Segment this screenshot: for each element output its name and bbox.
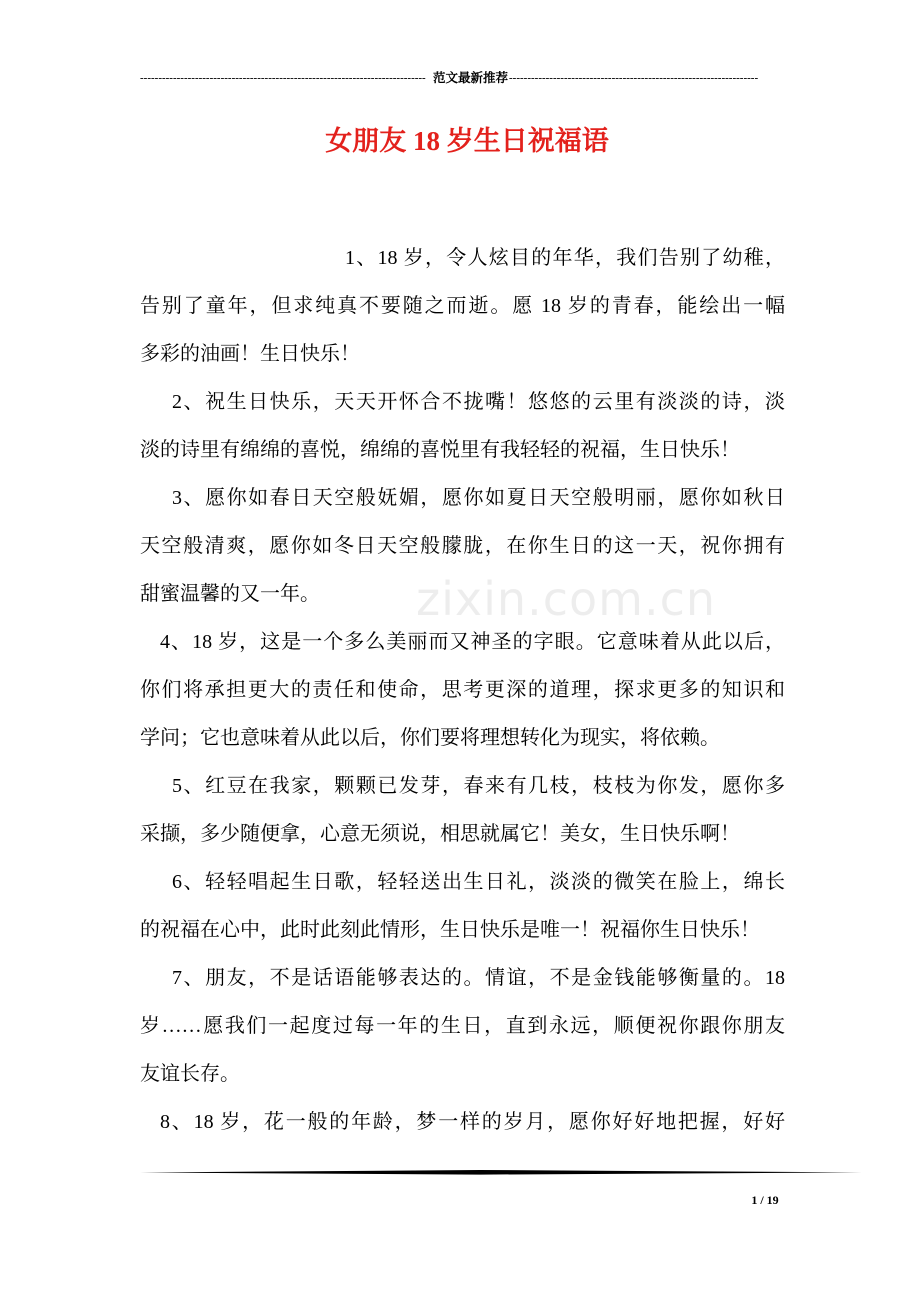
header-label: 范文最新推荐: [433, 71, 509, 85]
header-right-rule: --------------------------------------------------------------------: [509, 72, 759, 84]
paragraph-1: [140, 234, 785, 378]
document-title: 女朋友 18 岁生日祝福语: [325, 126, 609, 156]
paragraph-line: 4、18 岁，这是一个多么美丽而又神圣的字眼。它意味着从此以后，: [160, 631, 785, 653]
paragraph-line: 6、轻轻唱起生日歌，轻轻送出生日礼，淡淡的微笑在脸上，绵长: [172, 871, 785, 893]
paragraph-line: 告别了童年，但求纯真不要随之而逝。愿 18 岁的青春，能绘出一幅: [140, 295, 785, 317]
paragraph-line: 2、祝生日快乐，天天开怀合不拢嘴！悠悠的云里有淡淡的诗，淡: [172, 391, 785, 413]
paragraph-line: 天空般清爽，愿你如冬日天空般朦胧，在你生日的这一天，祝你拥有: [140, 535, 785, 557]
paragraph-line: 淡的诗里有绵绵的喜悦，绵绵的喜悦里有我轻轻的祝福，生日快乐！: [140, 439, 740, 461]
paragraph-4: [140, 618, 785, 762]
paragraph-line: 多彩的油画！生日快乐！: [140, 343, 360, 365]
paragraph-6: [140, 858, 785, 954]
page-header: [140, 70, 770, 86]
page-number: 1 / 19: [751, 1193, 779, 1207]
footer-rule: [0, 1164, 920, 1180]
paragraph-line: 8、18 岁，花一般的年龄，梦一样的岁月，愿你好好地把握，好好: [160, 1111, 785, 1133]
paragraph-8: [140, 1098, 785, 1146]
paragraph-line: 岁……愿我们一起度过每一年的生日，直到永远，顺便祝你跟你朋友: [140, 1015, 785, 1037]
paragraph-line: 甜蜜温馨的又一年。: [140, 583, 320, 605]
header-left-rule: ------------------------------------------------------------------------------: [140, 72, 426, 84]
paragraph-line: 3、愿你如春日天空般妩媚，愿你如夏日天空般明丽，愿你如秋日: [172, 487, 785, 509]
paragraph-line: 友谊长存。: [140, 1063, 240, 1085]
paragraph-line: 7、朋友，不是话语能够表达的。情谊，不是金钱能够衡量的。18: [172, 967, 785, 989]
paragraph-line: 学问；它也意味着从此以后，你们要将理想转化为现实，将依赖。: [140, 727, 720, 749]
paragraph-7: [140, 954, 785, 1098]
document-body: [140, 234, 785, 1146]
paragraph-line: 采撷，多少随便拿，心意无须说，相思就属它！美女，生日快乐啊！: [140, 823, 740, 845]
paragraph-3: [140, 474, 785, 618]
watermark: zixin.com.cn: [416, 572, 717, 626]
paragraph-line: 1、18 岁，令人炫目的年华，我们告别了幼稚，: [345, 247, 785, 269]
paragraph-line: 的祝福在心中，此时此刻此情形，生日快乐是唯一！祝福你生日快乐！: [140, 919, 760, 941]
paragraph-5: [140, 762, 785, 858]
paragraph-line: 你们将承担更大的责任和使命，思考更深的道理，探求更多的知识和: [140, 679, 785, 701]
paragraph-line: 5、红豆在我家，颗颗已发芽，春来有几枝，枝枝为你发，愿你多: [172, 775, 785, 797]
paragraph-2: [140, 378, 785, 474]
